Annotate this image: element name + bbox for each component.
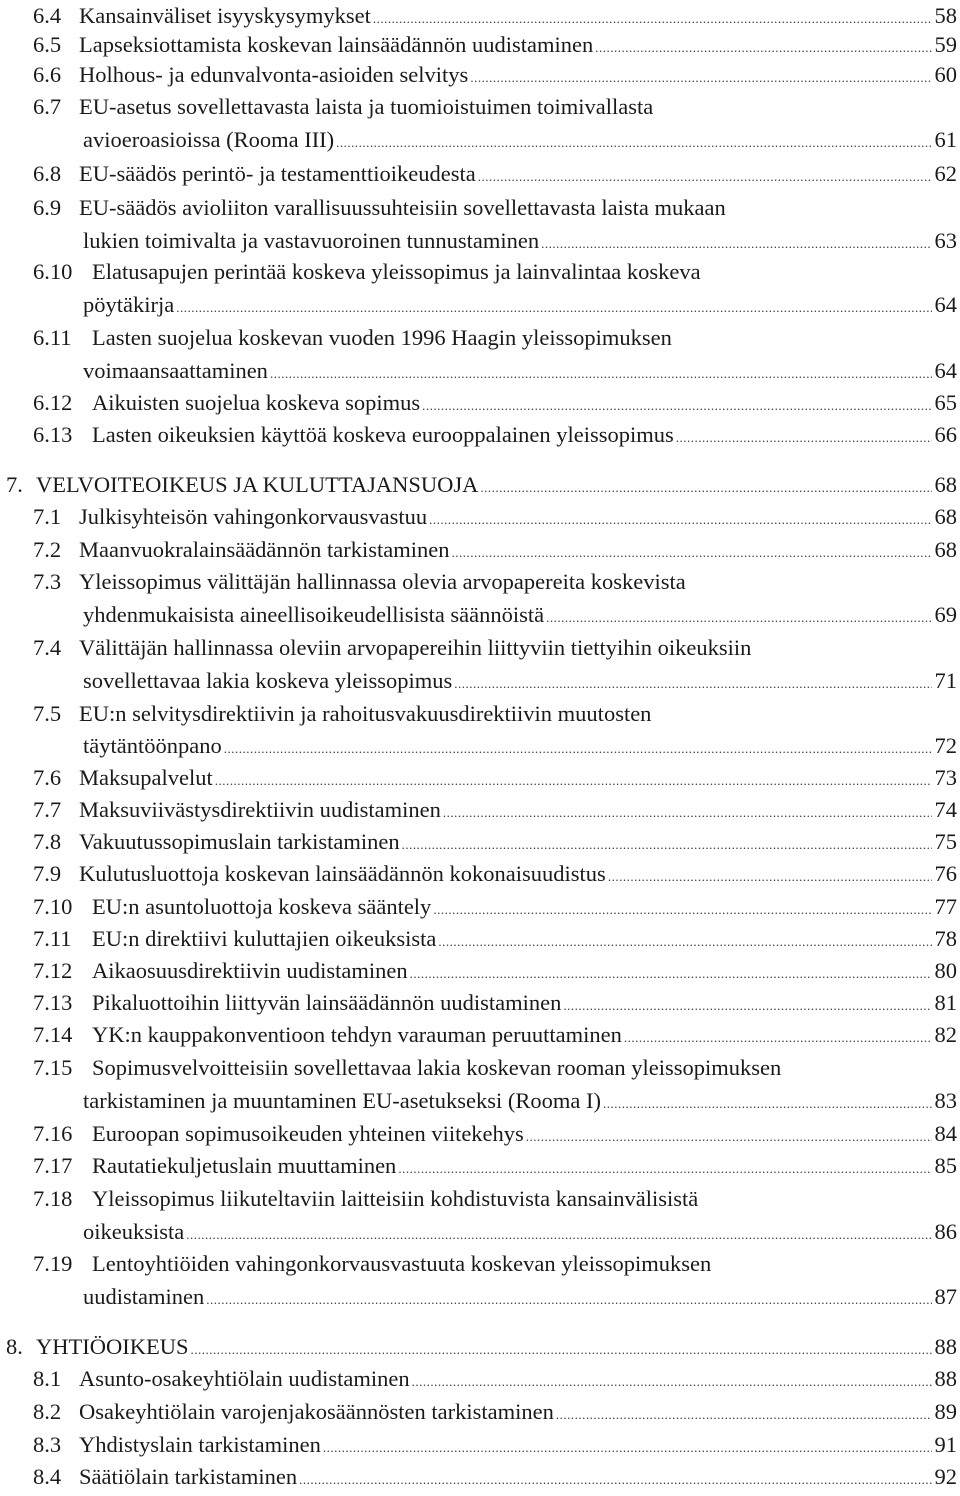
toc-entry-page-number: 68 xyxy=(934,537,957,562)
toc-entry-title: Lapseksiottamista koskevan lainsäädännön uudistaminen xyxy=(79,32,594,57)
toc-entry-title: täytäntöönpano xyxy=(83,733,222,758)
toc-entry-title: EU-säädös perintö- ja testamenttioikeudesta xyxy=(79,161,476,186)
toc-entry-title: Elatusapujen perintää koskeva yleissopimus ja lainvalintaa koskeva xyxy=(92,259,701,284)
toc-entry-number: 7.9 xyxy=(33,861,62,886)
toc-entry xyxy=(0,225,960,257)
dot-leader xyxy=(433,894,932,926)
toc-entry xyxy=(0,665,960,697)
toc-entry-title-wrap xyxy=(83,730,932,765)
toc-entry-number: 6.9 xyxy=(33,195,62,220)
toc-entry xyxy=(0,730,960,762)
toc-entry-number: 6.6 xyxy=(33,62,62,87)
dot-leader xyxy=(438,926,932,958)
toc-entry-number: 7.3 xyxy=(33,569,62,594)
toc-entry-number: 7.8 xyxy=(33,829,62,854)
toc-entry xyxy=(0,91,960,123)
toc-entry-number: 8.1 xyxy=(33,1366,62,1391)
toc-entry xyxy=(0,599,960,631)
dot-leader xyxy=(546,602,932,634)
toc-entry-number: 6.11 xyxy=(33,325,72,350)
toc-entry-title-wrap xyxy=(79,91,653,123)
toc-entry-title-wrap xyxy=(79,192,726,224)
toc-entry-title-wrap xyxy=(79,826,932,861)
toc-entry-title: Kansainväliset isyyskysymykset xyxy=(79,3,371,28)
dot-leader xyxy=(608,861,932,893)
toc-entry-page-number: 74 xyxy=(934,797,957,822)
toc-entry-title: Yhdistyslain tarkistaminen xyxy=(79,1432,321,1457)
toc-entry-title-wrap xyxy=(83,665,932,700)
toc-entry xyxy=(0,322,960,354)
toc-entry-title: YHTIÖOIKEUS xyxy=(36,1334,189,1359)
toc-entry-title: yhdenmukaisista aineellisoikeudellisista säännöistä xyxy=(83,602,545,627)
toc-entry-title: oikeuksista xyxy=(83,1219,185,1244)
toc-entry-page-number: 66 xyxy=(934,422,957,447)
toc-entry xyxy=(0,1461,960,1493)
toc-entry-title: Kulutusluottoja koskevan lainsäädännön kokonaisuudistus xyxy=(79,861,606,886)
toc-entry-page-number: 75 xyxy=(934,829,957,854)
toc-entry-title: Pikaluottoihin liittyvän lainsäädännön uudistaminen xyxy=(92,990,562,1015)
dot-leader xyxy=(454,668,932,700)
dot-leader xyxy=(429,504,932,536)
toc-entry-title-wrap xyxy=(79,501,932,536)
toc-entry-page-number: 77 xyxy=(934,894,957,919)
toc-entry-title-wrap xyxy=(92,322,672,354)
toc-entry-number: 8.3 xyxy=(33,1432,62,1457)
toc-entry-page-number: 68 xyxy=(934,504,957,529)
toc-entry-title-wrap xyxy=(79,698,651,730)
toc-entry-title: Holhous- ja edunvalvonta-asioiden selvitys xyxy=(79,62,469,87)
toc-entry xyxy=(0,29,960,61)
dot-leader xyxy=(186,1219,932,1251)
toc-entry-title: EU-säädös avioliiton varallisuussuhteisiin sovellettavasta laista mukaan xyxy=(79,195,726,220)
toc-entry xyxy=(0,158,960,190)
toc-entry-number: 7.2 xyxy=(33,537,62,562)
toc-entry-page-number: 60 xyxy=(934,62,957,87)
toc-entry-title-wrap xyxy=(79,1363,932,1398)
toc-entry-title-wrap xyxy=(92,1052,781,1084)
toc-entry-page-number: 59 xyxy=(934,32,957,57)
toc-entry-page-number: 84 xyxy=(934,1121,957,1146)
toc-entry-title: Aikaosuusdirektiivin uudistaminen xyxy=(92,958,408,983)
toc-entry-title-wrap xyxy=(92,1248,711,1280)
toc-entry-title-wrap xyxy=(79,1461,932,1496)
dot-leader xyxy=(402,829,932,861)
toc-entry-page-number: 73 xyxy=(934,765,957,790)
toc-entry xyxy=(0,419,960,451)
toc-entry-page-number: 62 xyxy=(934,161,957,186)
dot-leader xyxy=(410,958,932,990)
toc-entry-page-number: 81 xyxy=(934,990,957,1015)
dot-leader xyxy=(215,765,932,797)
toc-entry-title-wrap xyxy=(92,1118,932,1153)
toc-entry xyxy=(0,1216,960,1248)
dot-leader xyxy=(526,1121,932,1153)
toc-entry-number: 6.4 xyxy=(33,3,62,28)
toc-entry-title: pöytäkirja xyxy=(83,292,175,317)
toc-entry-title-wrap xyxy=(83,225,932,260)
dot-leader xyxy=(443,797,932,829)
toc-entry-number: 7.4 xyxy=(33,635,62,660)
toc-entry-title-wrap xyxy=(79,1429,932,1464)
toc-entry xyxy=(0,124,960,156)
toc-entry xyxy=(0,987,960,1019)
toc-entry-title: EU-asetus sovellettavasta laista ja tuomioistuimen toimivallasta xyxy=(79,94,654,119)
toc-entry xyxy=(0,923,960,955)
toc-entry-title-wrap xyxy=(83,124,932,159)
toc-entry-page-number: 82 xyxy=(934,1022,957,1047)
toc-entry-title-wrap xyxy=(79,534,932,569)
toc-entry-title-wrap xyxy=(92,1150,932,1185)
toc-entry-page-number: 71 xyxy=(934,668,957,693)
toc-entry-number: 7.16 xyxy=(33,1121,73,1146)
toc-entry-title: Lentoyhtiöiden vahingonkorvausvastuuta koskevan yleissopimuksen xyxy=(92,1251,712,1276)
toc-entry xyxy=(0,1052,960,1084)
toc-entry-title-wrap xyxy=(92,419,932,454)
toc-entry-page-number: 76 xyxy=(934,861,957,886)
toc-entry-page-number: 91 xyxy=(934,1432,957,1457)
toc-entry xyxy=(0,1183,960,1215)
toc-entry-title: Julkisyhteisön vahingonkorvausvastuu xyxy=(79,504,428,529)
toc-entry-title-wrap xyxy=(92,1183,698,1215)
toc-entry-title: EU:n asuntoluottoja koskeva sääntely xyxy=(92,894,432,919)
toc-entry-title: Välittäjän hallinnassa oleviin arvopapereihin liittyviin tiettyihin oikeuksiin xyxy=(79,635,752,660)
dot-leader xyxy=(478,161,932,193)
dot-leader xyxy=(556,1399,932,1431)
toc-entry-number: 7.17 xyxy=(33,1153,73,1178)
toc-entry-title: sovellettavaa lakia koskeva yleissopimus xyxy=(83,668,453,693)
toc-entry-number: 6.10 xyxy=(33,259,73,284)
toc-entry xyxy=(0,632,960,664)
toc-entry xyxy=(0,355,960,387)
toc-entry-number: 8. xyxy=(6,1334,23,1359)
toc-entry-title-wrap xyxy=(83,1281,932,1316)
toc-entry xyxy=(0,1396,960,1428)
toc-entry-title-wrap xyxy=(83,289,932,324)
dot-leader xyxy=(176,292,932,324)
dot-leader xyxy=(412,1366,932,1398)
toc-entry-number: 7.12 xyxy=(33,958,73,983)
toc-entry xyxy=(0,1281,960,1313)
toc-entry-number: 7.5 xyxy=(33,701,62,726)
toc-entry-title-wrap xyxy=(83,1216,932,1251)
toc-entry-title: Sopimusvelvoitteisiin sovellettavaa lakia koskevan rooman yleissopimuksen xyxy=(92,1055,782,1080)
toc-entry-title-wrap xyxy=(92,1019,932,1054)
toc-entry-title: YK:n kauppakonventioon tehdyn varauman peruuttaminen xyxy=(92,1022,622,1047)
toc-entry-title: tarkistaminen ja muuntaminen EU-asetukseksi (Rooma I) xyxy=(83,1088,601,1113)
toc-entry-number: 7.18 xyxy=(33,1186,73,1211)
toc-entry-page-number: 88 xyxy=(934,1334,957,1359)
toc-entry-title: Yleissopimus liikuteltaviin laitteisiin kohdistuvista kansainvälisistä xyxy=(92,1186,699,1211)
toc-entry-title-wrap xyxy=(36,1331,932,1366)
toc-entry-title: Yleissopimus välittäjän hallinnassa olevia arvopapereita koskevista xyxy=(79,569,686,594)
toc-entry-title: voimaansaattaminen xyxy=(83,358,268,383)
toc-entry-page-number: 63 xyxy=(934,228,957,253)
toc-entry-number: 7.11 xyxy=(33,926,72,951)
toc-entry-title: Lasten oikeuksien käyttöä koskeva eurooppalainen yleissopimus xyxy=(92,422,674,447)
dot-leader xyxy=(299,1464,932,1496)
toc-entry-title: Säätiölain tarkistaminen xyxy=(79,1464,298,1489)
toc-entry-title: Osakeyhtiölain varojenjakosäännösten tarkistaminen xyxy=(79,1399,554,1424)
dot-leader xyxy=(336,127,932,159)
toc-entry-page-number: 68 xyxy=(934,472,957,497)
toc-entry-title: Vakuutussopimuslain tarkistaminen xyxy=(79,829,400,854)
toc-entry-number: 8.4 xyxy=(33,1464,62,1489)
toc-entry-number: 7.14 xyxy=(33,1022,73,1047)
toc-entry xyxy=(0,1019,960,1051)
toc-entry-number: 7.13 xyxy=(33,990,73,1015)
toc-entry-title-wrap xyxy=(79,858,932,893)
toc-entry-title-wrap xyxy=(92,387,932,422)
toc-entry xyxy=(0,387,960,419)
toc-entry-title: Lasten suojelua koskevan vuoden 1996 Haagin yleissopimuksen xyxy=(92,325,672,350)
dot-leader xyxy=(224,733,932,765)
toc-entry-number: 7.15 xyxy=(33,1055,73,1080)
toc-entry-title-wrap xyxy=(83,355,932,390)
toc-entry-number: 6.7 xyxy=(33,94,62,119)
toc-entry-title-wrap xyxy=(92,923,932,958)
toc-entry xyxy=(0,1248,960,1280)
dot-leader xyxy=(563,990,932,1022)
toc-entry-number: 6.5 xyxy=(33,32,62,57)
toc-entry xyxy=(0,469,960,501)
toc-entry xyxy=(0,762,960,794)
toc-entry-number: 6.8 xyxy=(33,161,62,186)
toc-entry-page-number: 65 xyxy=(934,390,957,415)
toc-entry-page-number: 86 xyxy=(934,1219,957,1244)
toc-entry xyxy=(0,1331,960,1363)
toc-entry-title-wrap xyxy=(83,599,932,634)
toc-entry-title: avioeroasioissa (Rooma III) xyxy=(83,127,335,152)
toc-entry-page-number: 92 xyxy=(934,1464,957,1489)
toc-entry-page-number: 85 xyxy=(934,1153,957,1178)
dot-leader xyxy=(603,1088,932,1120)
dot-leader xyxy=(452,537,932,569)
toc-entry-title: uudistaminen xyxy=(83,1284,205,1309)
dot-leader xyxy=(422,390,932,422)
toc-entry-page-number: 83 xyxy=(934,1088,957,1113)
toc-entry xyxy=(0,826,960,858)
toc-entry xyxy=(0,192,960,224)
toc-entry-title-wrap xyxy=(36,469,932,504)
toc-entry xyxy=(0,698,960,730)
toc-entry-title: Rautatiekuljetuslain muuttaminen xyxy=(92,1153,397,1178)
toc-entry-title: VELVOITEOIKEUS JA KULUTTAJANSUOJA xyxy=(36,472,479,497)
dot-leader xyxy=(206,1284,932,1316)
toc-entry-page-number: 89 xyxy=(934,1399,957,1424)
toc-entry-page-number: 87 xyxy=(934,1284,957,1309)
toc-entry-number: 6.12 xyxy=(33,390,73,415)
toc-entry xyxy=(0,256,960,288)
toc-entry-title: Aikuisten suojelua koskeva sopimus xyxy=(92,390,421,415)
dot-leader xyxy=(480,472,932,504)
toc-entry-page-number: 58 xyxy=(934,3,957,28)
toc-entry-title-wrap xyxy=(83,1085,932,1120)
toc-entry xyxy=(0,59,960,91)
toc-entry-title-wrap xyxy=(92,987,932,1022)
dot-leader xyxy=(470,62,932,94)
toc-entry-title: Maksupalvelut xyxy=(79,765,213,790)
toc-entry xyxy=(0,1363,960,1395)
toc-entry-title: EU:n selvitysdirektiivin ja rahoitusvakuusdirektiivin muutosten xyxy=(79,701,652,726)
toc-entry xyxy=(0,566,960,598)
toc-entry-page-number: 69 xyxy=(934,602,957,627)
toc-entry-number: 7.1 xyxy=(33,504,62,529)
toc-entry-title-wrap xyxy=(79,632,751,664)
toc-entry-number: 7. xyxy=(6,472,23,497)
toc-entry xyxy=(0,1150,960,1182)
toc-entry xyxy=(0,1118,960,1150)
toc-entry-page-number: 72 xyxy=(934,733,957,758)
toc-entry-title: Asunto-osakeyhtiölain uudistaminen xyxy=(79,1366,410,1391)
toc-entry xyxy=(0,534,960,566)
toc-entry-number: 6.13 xyxy=(33,422,73,447)
toc-entry-title: Maksuviivästysdirektiivin uudistaminen xyxy=(79,797,441,822)
toc-entry xyxy=(0,794,960,826)
toc-entry xyxy=(0,501,960,533)
toc-entry-number: 7.19 xyxy=(33,1251,73,1276)
toc-entry-page-number: 78 xyxy=(934,926,957,951)
toc-entry-title-wrap xyxy=(79,158,932,193)
toc-entry-number: 8.2 xyxy=(33,1399,62,1424)
dot-leader xyxy=(190,1334,932,1366)
toc-entry-title: Maanvuokralainsäädännön tarkistaminen xyxy=(79,537,450,562)
toc-entry xyxy=(0,289,960,321)
toc-entry-number: 7.7 xyxy=(33,797,62,822)
toc-entry xyxy=(0,955,960,987)
toc-entry-title-wrap xyxy=(79,794,932,829)
toc-entry-number: 7.10 xyxy=(33,894,73,919)
toc-entry xyxy=(0,0,960,32)
toc-entry xyxy=(0,1085,960,1117)
toc-entry-title: lukien toimivalta ja vastavuoroinen tunnustaminen xyxy=(83,228,540,253)
toc-entry-title-wrap xyxy=(79,1396,932,1431)
toc-entry-number: 7.6 xyxy=(33,765,62,790)
toc-entry xyxy=(0,858,960,890)
dot-leader xyxy=(676,422,932,454)
toc-entry-page-number: 64 xyxy=(934,292,957,317)
toc-entry-page-number: 64 xyxy=(934,358,957,383)
toc-entry-page-number: 88 xyxy=(934,1366,957,1391)
toc-entry-title-wrap xyxy=(79,566,686,598)
toc-entry-title: EU:n direktiivi kuluttajien oikeuksista xyxy=(92,926,437,951)
toc-entry-title-wrap xyxy=(79,59,932,94)
toc-entry-title-wrap xyxy=(92,891,932,926)
toc-entry xyxy=(0,1429,960,1461)
toc-entry-title-wrap xyxy=(92,256,701,288)
toc-entry xyxy=(0,891,960,923)
toc-entry-page-number: 80 xyxy=(934,958,957,983)
dot-leader xyxy=(624,1022,932,1054)
dot-leader xyxy=(398,1153,932,1185)
dot-leader xyxy=(270,358,932,390)
toc-entry-page-number: 61 xyxy=(934,127,957,152)
toc-entry-title-wrap xyxy=(79,762,932,797)
dot-leader xyxy=(323,1432,932,1464)
toc-entry-title: Euroopan sopimusoikeuden yhteinen viitekehys xyxy=(92,1121,524,1146)
toc-entry-title-wrap xyxy=(92,955,932,990)
